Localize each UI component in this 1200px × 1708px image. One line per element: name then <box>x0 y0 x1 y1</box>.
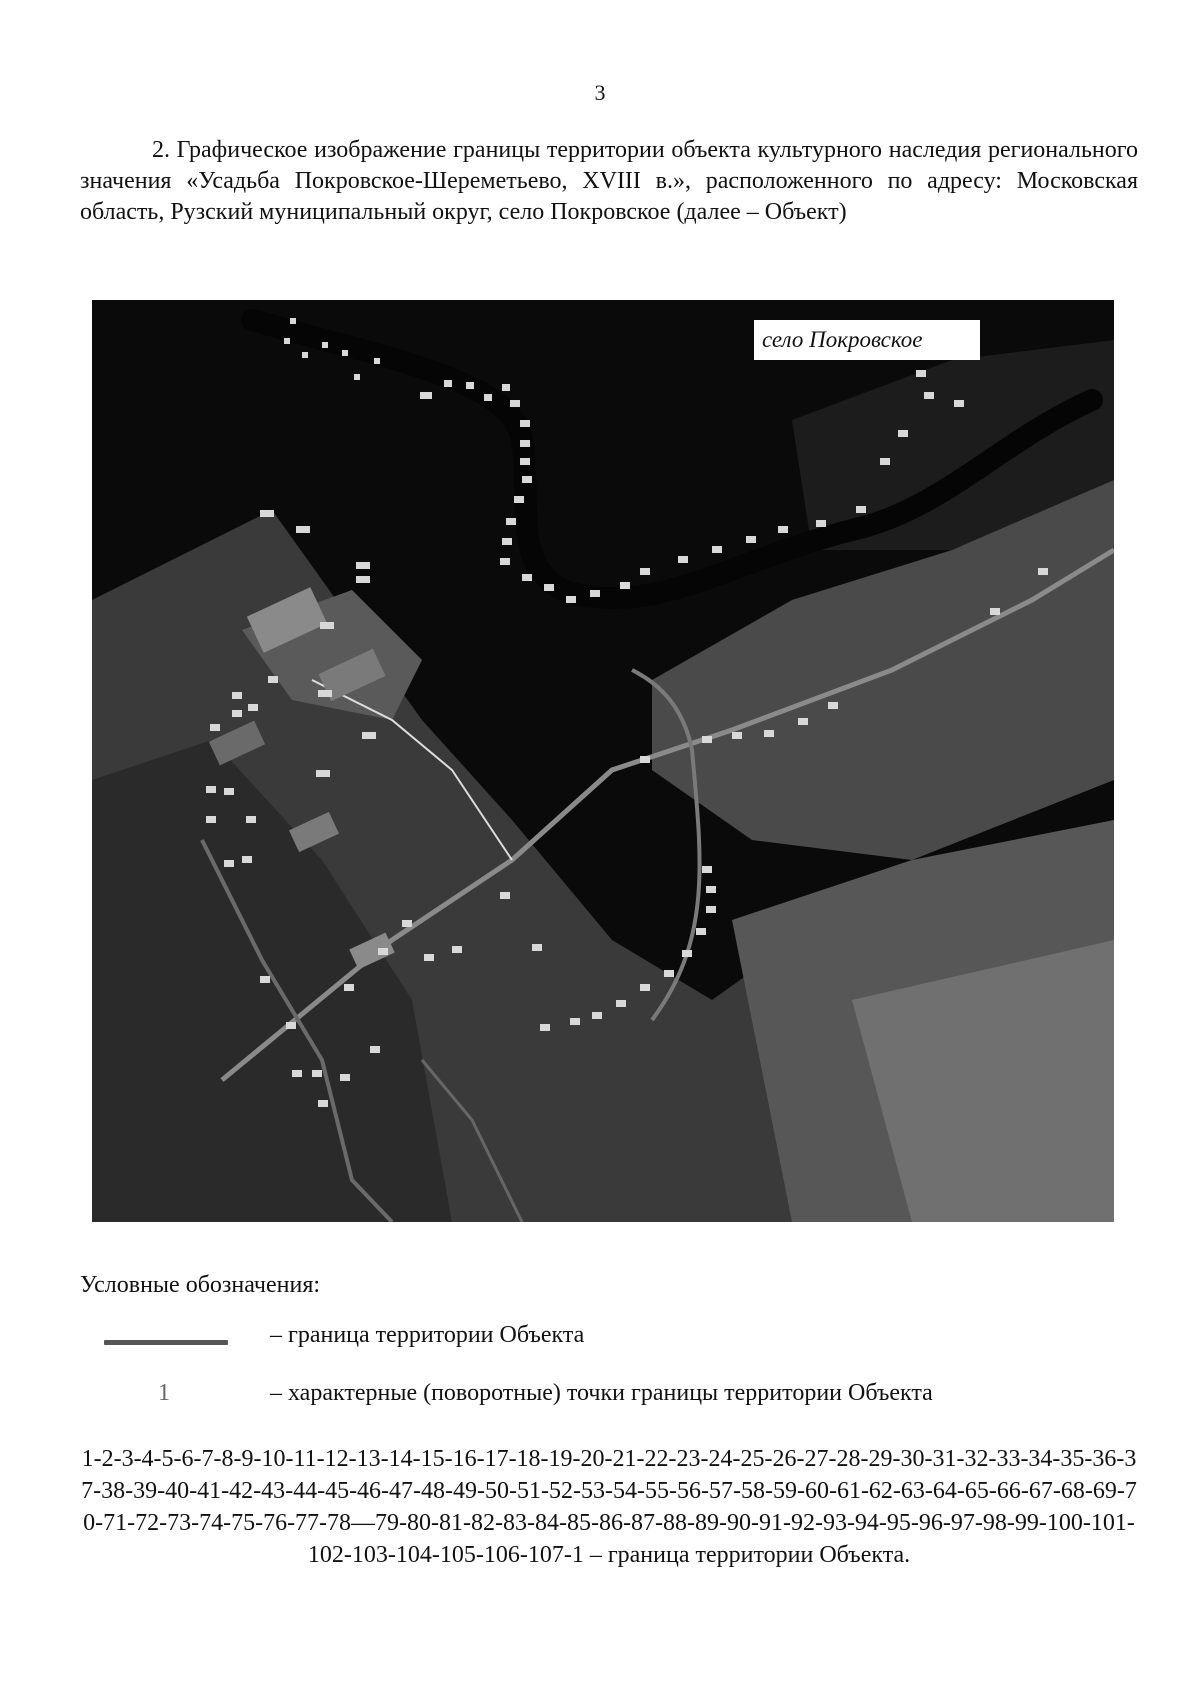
aerial-map <box>92 300 1114 1222</box>
boundary-line-swatch <box>104 1340 228 1345</box>
legend-boundary-text: – граница территории Объекта <box>270 1322 585 1348</box>
page-number: 3 <box>594 80 606 105</box>
legend-point-symbol: 1 <box>158 1380 170 1406</box>
boundary-point-sequence: 1-2-3-4-5-6-7-8-9-10-11-12-13-14-15-16-17-18-19-20-21-22-23-24-25-26-27-28-29-30-31-32-33-34-35-36-37-38-39-40-41-42-43-44-45-46-47-48-49-50-51-52-53-54-55-56-57-58-59-60-61-62-63-64-65-66-67-68-69-70-71-72-73-74-75-76-77-78—79-80-81-82-83-84-85-86-87-88-89-90-91-92-93-94-95-96-97-98-99-100-101-102-103-104-105-106-107-1 – граница территории Объекта. <box>81 1446 1137 1568</box>
legend-title: Условные обозначения: <box>80 1272 321 1298</box>
map-place-label: село Покровское <box>754 320 980 360</box>
legend-row-boundary <box>80 1322 1140 1354</box>
legend-point-text: – характерные (поворотные) точки границы территории Объекта <box>270 1380 933 1406</box>
aerial-photo <box>92 300 1114 1222</box>
legend-row-points <box>80 1380 1140 1412</box>
document-heading: 2. Графическое изображение границы территории объекта культурного наследия регионального значения «Усадьба Покровское-Шереметьево, XVIII в.», расположенного по адресу: Московская область, Рузский муниципальный округ, село Покровское (далее – Объект) <box>80 137 1138 225</box>
